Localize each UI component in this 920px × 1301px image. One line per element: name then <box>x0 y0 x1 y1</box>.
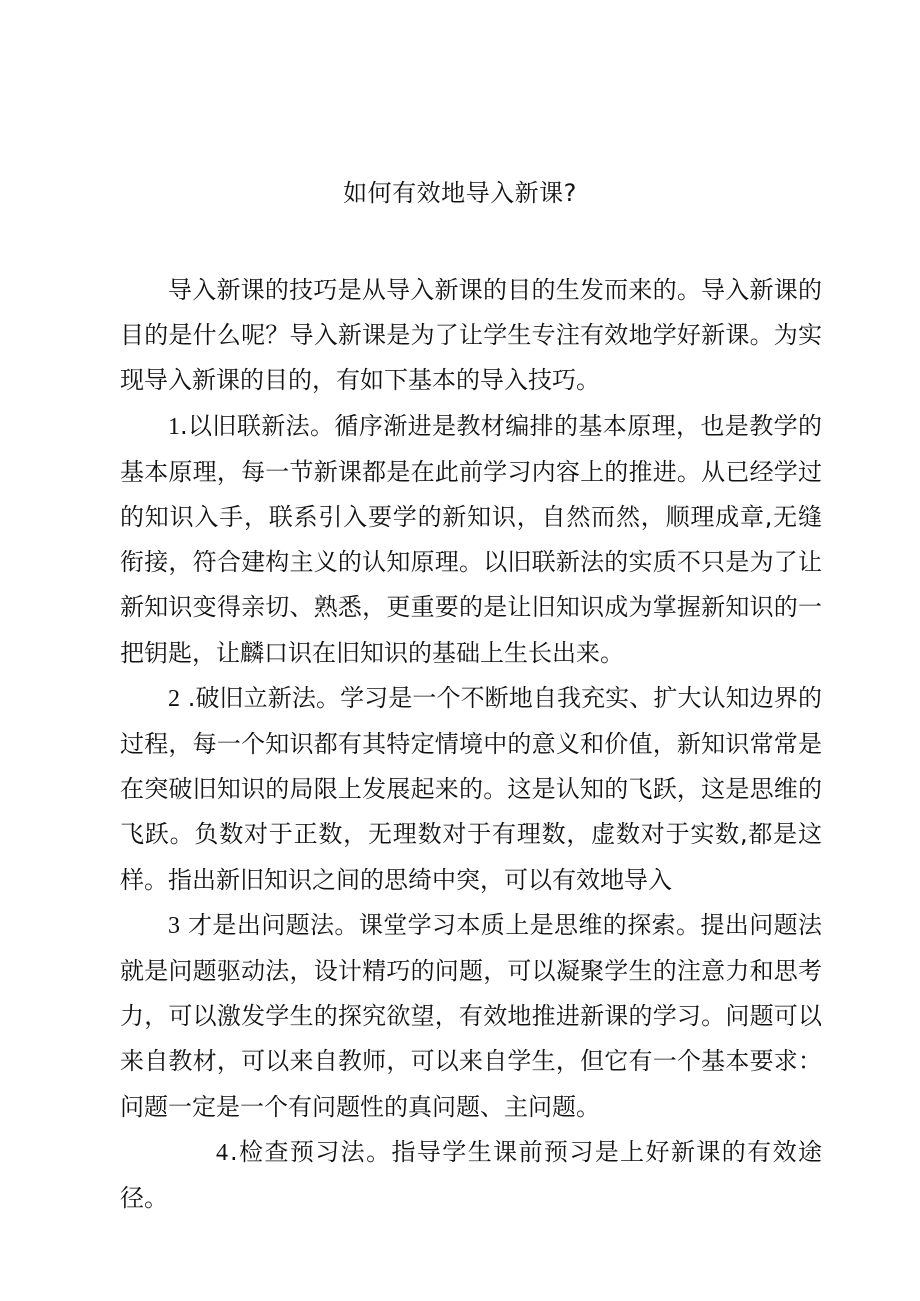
paragraph-text: .破旧立新法。学习是一个不断地自我充实、扩大认知边界的过程，每一个知识都有其特定情境中的意义和价值，新知识常常是在突破旧知识的局限上发展起来的。这是认知的飞跃，这是思维的飞跃。负数对于正数，无理数对于有理数，虚数对于实数,都是这样。指出新旧知识之间的思绮中突，可以有效地导入 <box>120 683 822 894</box>
technique-3-paragraph <box>120 903 822 1130</box>
intro-paragraph <box>120 268 822 404</box>
paragraph-text: .检查预习法。指导学生课前预习是上好新课的有效途径。 <box>120 1137 822 1213</box>
technique-2-paragraph <box>120 676 822 903</box>
paragraph-text: 才是出问题法。课堂学习本质上是思维的探索。提出问题法就是问题驱动法，设计精巧的问题，可以凝聚学生的注意力和思考力，可以激发学生的探究欲望，有效地推进新课的学习。问题可以来自教材，可以来自教师，可以来自学生，但它有一个基本要求：问题一定是一个有问题性的真问题、主问题。 <box>120 910 822 1121</box>
technique-1-paragraph <box>120 404 822 676</box>
paragraph-text: 导入新课的技巧是从导入新课的目的生发而来的。导入新课的目的是什么呢？导入新课是为了让学生专注有效地学好新课。为实现导入新课的目的，有如下基本的导入技巧。 <box>120 276 822 395</box>
document-title: 如何有效地导入新课? <box>343 179 577 207</box>
paragraph-number: 3 <box>168 912 180 939</box>
paragraph-number: 4 <box>216 1139 228 1166</box>
technique-4-paragraph <box>120 1130 822 1221</box>
document-body <box>120 268 822 1221</box>
paragraph-number: 1 <box>168 413 180 440</box>
paragraph-text: .以旧联新法。循序渐进是教材编排的基本原理，也是教学的基本原理，每一节新课都是在此前学习内容上的推进。从已经学过的知识入手，联系引入要学的新知识，自然而然，顺理成章,无缝衔接，符合建构主义的认知原理。以旧联新法的实质不只是为了让新知识变得亲切、熟悉，更重要的是让旧知识成为掌握新知识的一把钥匙，让麟口识在旧知识的基础上生长出来。 <box>120 411 822 667</box>
paragraph-number: 2 <box>168 685 180 712</box>
